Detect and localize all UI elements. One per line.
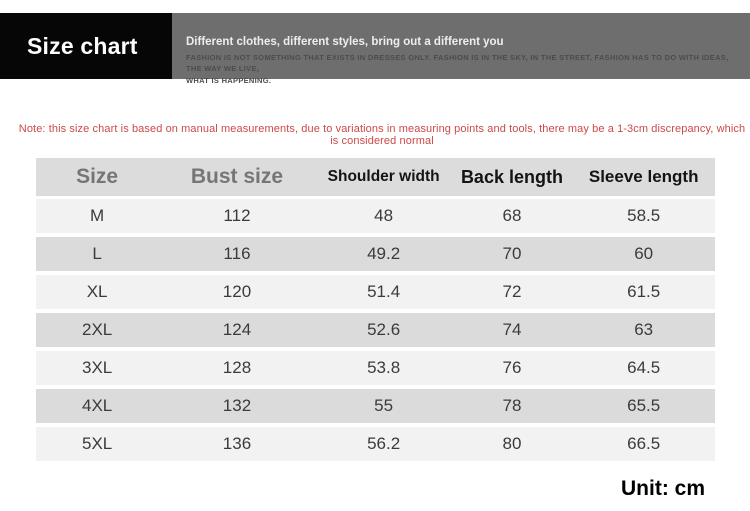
banner-slogan: Different clothes, different styles, bring out a different you	[186, 36, 504, 48]
shoulder-cell: 56.2	[367, 434, 401, 453]
shoulder-cell: 55	[374, 396, 394, 415]
table-row-4xl	[36, 389, 715, 423]
shoulder-cell: 53.8	[367, 358, 401, 377]
banner-quote-line2: WHAT IS HAPPENING.	[186, 75, 272, 85]
column-header-back-length: Back length	[460, 166, 563, 187]
back-cell: 76	[502, 358, 522, 377]
column-header-sleeve-length: Sleeve length	[588, 167, 699, 186]
header-band	[0, 13, 750, 85]
sleeve-cell: 65.5	[627, 396, 661, 415]
page-title: Size chart	[27, 32, 138, 59]
bust-cell: 128	[222, 358, 252, 377]
back-cell: 80	[502, 434, 522, 453]
back-cell: 74	[502, 320, 522, 339]
bust-cell: 136	[222, 434, 252, 453]
table-row-m	[36, 199, 715, 233]
size-cell: 3XL	[81, 358, 113, 377]
shoulder-cell: 52.6	[367, 320, 401, 339]
size-table	[36, 158, 715, 465]
bust-cell: 116	[223, 244, 251, 263]
back-cell: 72	[502, 282, 522, 301]
size-cell: M	[90, 206, 105, 225]
table-row-5xl	[36, 427, 715, 461]
size-cell: L	[92, 244, 102, 263]
bust-cell: 112	[223, 206, 251, 225]
shoulder-cell: 51.4	[367, 282, 401, 301]
column-header-bust-size: Bust size	[190, 165, 284, 188]
size-cell: 5XL	[81, 434, 113, 453]
sleeve-cell: 63	[634, 320, 654, 339]
sleeve-cell: 61.5	[627, 282, 661, 301]
bust-cell: 132	[222, 396, 252, 415]
sleeve-cell: 60	[634, 244, 654, 263]
unit-label: Unit: cm	[621, 477, 705, 500]
sleeve-cell: 66.5	[627, 434, 661, 453]
banner-quote-line1: FASHION IS NOT SOMETHING THAT EXISTS IN DRESSES ONLY. FASHION IS IN THE SKY, IN THE STREET, FASHION HAS TO DO WITH IDEAS, THE WAY WE LIVE,	[186, 53, 729, 74]
shoulder-cell: 49.2	[367, 244, 401, 263]
table-row-xl	[36, 275, 715, 309]
sleeve-cell: 58.5	[627, 206, 661, 225]
bust-cell: 120	[222, 282, 252, 301]
column-header-size: Size	[76, 165, 119, 188]
measurement-note: Note: this size chart is based on manual measurements, due to variations in measuring points and tools, there may be a 1-3cm discrepancy, which is considered normal	[18, 123, 746, 147]
table-row-l	[36, 237, 715, 271]
column-header-shoulder-width: Shoulder width	[327, 168, 440, 185]
sleeve-cell: 64.5	[627, 358, 661, 377]
bust-cell: 124	[222, 320, 252, 339]
table-row-3xl	[36, 351, 715, 385]
size-chart-title-box	[0, 13, 172, 79]
back-cell: 70	[502, 244, 522, 263]
size-cell: XL	[86, 282, 108, 301]
table-header-row	[36, 158, 715, 196]
size-cell: 2XL	[81, 320, 113, 339]
table-row-2xl	[36, 313, 715, 347]
back-cell: 68	[502, 206, 522, 225]
shoulder-cell: 48	[374, 206, 394, 225]
slogan-banner	[172, 13, 750, 85]
size-cell: 4XL	[81, 396, 113, 415]
back-cell: 78	[502, 396, 522, 415]
